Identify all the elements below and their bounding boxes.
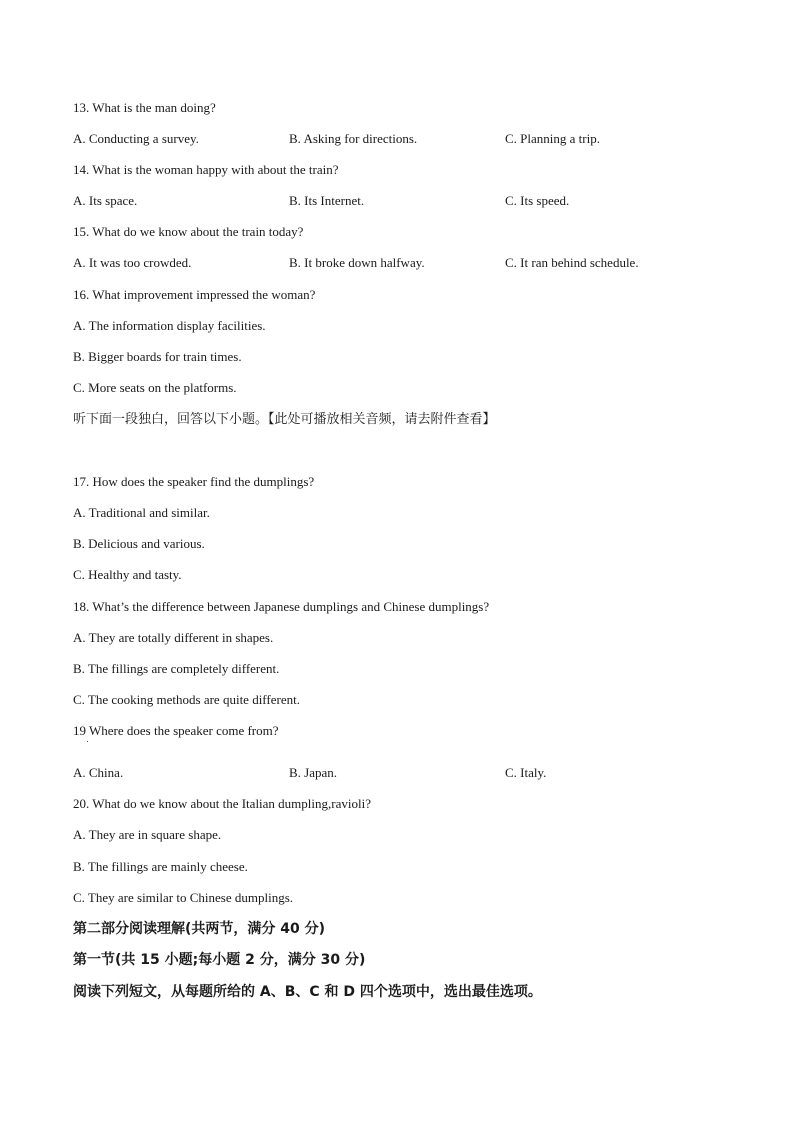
question-14-option-a: A. Its space. (73, 193, 138, 208)
question-15-stem: 15. What do we know about the train today? (73, 224, 304, 239)
question-15-option-c: C. It ran behind schedule. (505, 255, 639, 270)
question-17-option-a: A. Traditional and similar. (73, 505, 210, 520)
question-13-option-c: C. Planning a trip. (505, 131, 600, 146)
question-16-option-a: A. The information display facilities. (73, 318, 266, 333)
question-15-option-a: A. It was too crowded. (73, 255, 192, 270)
question-18-option-a: A. They are totally different in shapes. (73, 630, 274, 645)
question-18-option-c: C. The cooking methods are quite different. (73, 692, 300, 707)
question-14-stem: 14. What is the woman happy with about the train? (73, 162, 339, 177)
part-two-title: 第二部分阅读理解(共两节，满分 40 分) (73, 921, 326, 937)
question-16-option-c: C. More seats on the platforms. (73, 380, 237, 395)
question-13-option-b: B. Asking for directions. (289, 131, 418, 146)
question-17-stem: 17. How does the speaker find the dumplings? (73, 474, 315, 489)
question-19-option-b: B. Japan. (289, 765, 338, 780)
reading-directions: 阅读下列短文，从每题所给的 A、B、C 和 D 四个选项中，选出最佳选项。 (73, 984, 542, 1000)
question-20-option-a: A. They are in square shape. (73, 827, 222, 842)
question-20-option-b: B. The fillings are mainly cheese. (73, 859, 248, 874)
question-19-option-c: C. Italy. (505, 765, 547, 780)
question-16-option-b: B. Bigger boards for train times. (73, 349, 242, 364)
question-20-option-c: C. They are similar to Chinese dumplings. (73, 890, 294, 905)
question-17-option-c: C. Healthy and tasty. (73, 567, 182, 582)
question-17-option-b: B. Delicious and various. (73, 536, 205, 551)
question-14-option-b: B. Its Internet. (289, 193, 365, 208)
question-18-stem: 18. What’s the difference between Japanese dumplings and Chinese dumplings? (73, 599, 490, 614)
question-16-stem: 16. What improvement impressed the woman? (73, 287, 316, 302)
question-14-option-c: C. Its speed. (505, 193, 570, 208)
listening-instruction: 听下面一段独白，回答以下小题。【此处可播放相关音频，请去附件查看】 (73, 412, 496, 427)
question-13-stem: 13. What is the man doing? (73, 100, 216, 115)
stray-dot-mark (87, 741, 88, 742)
section-one-title: 第一节(共 15 小题;每小题 2 分，满分 30 分) (73, 952, 366, 968)
question-18-option-b: B. The fillings are completely different. (73, 661, 280, 676)
question-20-stem: 20. What do we know about the Italian dumpling,ravioli? (73, 796, 371, 811)
question-19-stem: 19 Where does the speaker come from? (73, 723, 279, 738)
question-15-option-b: B. It broke down halfway. (289, 255, 425, 270)
question-19-option-a: A. China. (73, 765, 124, 780)
question-13-option-a: A. Conducting a survey. (73, 131, 199, 146)
